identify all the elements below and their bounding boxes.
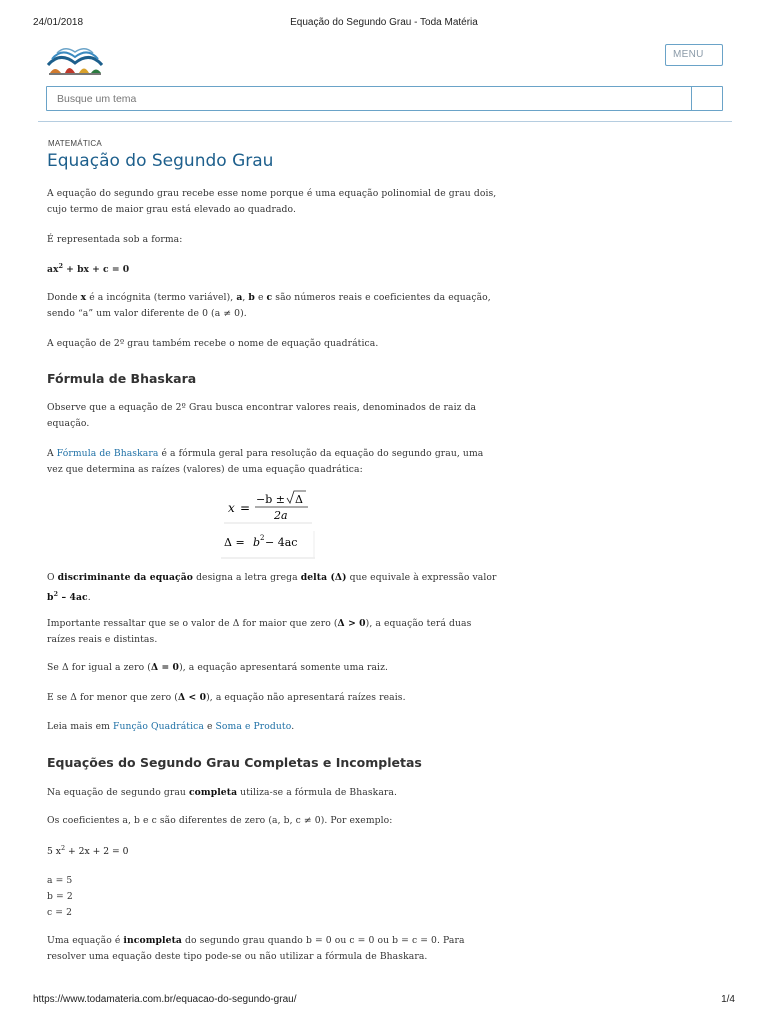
disc-b3: b xyxy=(47,592,54,604)
soma-produto-link[interactable]: Soma e Produto xyxy=(215,721,292,732)
coefficient-values xyxy=(47,873,497,921)
disc-b1: discriminante da equação xyxy=(57,572,194,583)
formula2-rest: − 4ac xyxy=(265,536,298,549)
print-footer xyxy=(0,994,768,1008)
print-title: Equação do Segundo Grau - Toda Matéria xyxy=(290,17,478,28)
zero-t1: Se Δ for igual a zero ( xyxy=(47,662,151,673)
read-more-paragraph xyxy=(47,719,497,735)
example-equation xyxy=(47,844,128,857)
page-title: Equação do Segundo Grau xyxy=(47,151,274,171)
bhaskara-paragraph xyxy=(47,446,497,478)
where-b: b xyxy=(248,292,255,303)
delta-formula-image xyxy=(221,531,316,563)
value-a: a = 5 xyxy=(47,875,73,886)
incomplete-t1: Uma equação é xyxy=(47,935,124,946)
complete-heading: Equações do Segundo Grau Completas e Incompletas xyxy=(47,755,422,770)
example-a: 5 x xyxy=(47,846,61,858)
formula1-den: 2a xyxy=(274,509,288,522)
quadratic-name-paragraph: A equação de 2º grau também recebe o nome de equação quadrática. xyxy=(47,338,379,349)
bhaskara-link-pre: A xyxy=(47,448,57,459)
positive-delta-paragraph xyxy=(47,616,497,648)
represented-paragraph: É representada sob a forma: xyxy=(47,234,183,245)
disc-t2: designa a letra grega xyxy=(193,572,301,583)
example-rest: + 2x + 2 = 0 xyxy=(65,846,129,858)
complete-intro-paragraph xyxy=(47,785,497,801)
formula1-sqrt: Δ xyxy=(295,493,303,506)
neg-t2: ), a equação não apresentará raízes reais. xyxy=(206,692,406,703)
where-c2: e xyxy=(254,292,267,303)
complete-intro-t2: utiliza-se a fórmula de Bhaskara. xyxy=(237,787,398,798)
category-label: MATEMÁTICA xyxy=(48,139,102,148)
pos-t2: ), a equação terá duas raízes reais e distintas. xyxy=(47,618,472,645)
menu-button[interactable]: MENU xyxy=(665,44,723,66)
incomplete-t2: do segundo grau quando b = 0 ou c = 0 ou b = c = 0. Para resolver uma equação deste tipo pode-se ou não utilizar a fórmula de Bhaskara. xyxy=(47,935,465,962)
formula1-num-b: −b ± xyxy=(256,493,285,506)
general-form xyxy=(47,262,129,275)
where-c1: , xyxy=(242,292,249,303)
value-c: c = 2 xyxy=(47,907,73,918)
complete-intro-b: completa xyxy=(188,787,238,798)
print-header xyxy=(0,17,768,31)
observe-paragraph: Observe que a equação de 2º Grau busca encontrar valores reais, denominados de raiz da equação. xyxy=(47,402,477,429)
print-page-number: 1/4 xyxy=(721,994,735,1005)
bhaskara-link-post: é a fórmula geral para resolução da equação do segundo grau, uma vez que determina as raízes (valores) de uma equação quadrática: xyxy=(47,448,484,475)
zero-delta-paragraph xyxy=(47,660,497,676)
neg-b: Δ < 0 xyxy=(177,692,207,703)
header-divider xyxy=(38,121,732,122)
read-more-t3: . xyxy=(291,721,295,732)
formula2-delta: Δ = xyxy=(224,536,245,549)
bhaskara-heading: Fórmula de Bhaskara xyxy=(47,371,197,386)
pos-t1: Importante ressaltar que se o valor de Δ for maior que zero ( xyxy=(47,618,338,629)
disc-exp: 2 xyxy=(53,590,59,598)
where-paragraph xyxy=(47,290,497,322)
neg-t1: E se Δ for menor que zero ( xyxy=(47,692,178,703)
books-logo-icon[interactable] xyxy=(46,43,104,77)
search-input[interactable] xyxy=(47,87,692,110)
where-t2: é a incógnita (termo variável), xyxy=(86,292,237,303)
formula1-eq: = xyxy=(240,501,251,515)
funcao-quadratica-link[interactable]: Função Quadrática xyxy=(113,721,204,732)
where-a: a xyxy=(236,292,243,303)
coefficients-paragraph: Os coeficientes a, b e c são diferentes de zero (a, b, c ≠ 0). Por exemplo: xyxy=(47,815,393,826)
disc-t1: O xyxy=(47,572,58,583)
disc-t4: . xyxy=(87,592,91,604)
read-more-t2: e xyxy=(203,721,216,732)
general-form-a: ax xyxy=(47,264,59,276)
search-bar xyxy=(46,86,723,111)
general-form-exp: 2 xyxy=(58,262,63,270)
print-url: https://www.todamateria.com.br/equacao-do-segundo-grau/ xyxy=(33,994,297,1005)
zero-b: Δ = 0 xyxy=(150,662,180,673)
where-t3: são números reais e coeficientes da equação, sendo “a” um valor diferente de 0 (a ≠ 0). xyxy=(47,292,491,319)
intro-paragraph: A equação do segundo grau recebe esse nome porque é uma equação polinomial de grau dois, cujo termo de maior grau está elevado ao quadrado. xyxy=(47,188,497,215)
where-x: x xyxy=(80,292,87,303)
disc-b2: delta (Δ) xyxy=(300,572,347,583)
where-t1: Donde xyxy=(47,292,81,303)
disc-t3: que equivale à expressão valor xyxy=(346,572,497,583)
incomplete-b: incompleta xyxy=(123,935,182,946)
bhaskara-link[interactable]: Fórmula de Bhaskara xyxy=(56,448,159,459)
value-b: b = 2 xyxy=(47,891,73,902)
formula2-exp: 2 xyxy=(260,534,265,542)
complete-intro-t1: Na equação de segundo grau xyxy=(47,787,189,798)
formula1-x: x xyxy=(228,501,235,515)
negative-delta-paragraph xyxy=(47,690,497,706)
zero-t2: ), a equação apresentará somente uma raiz. xyxy=(179,662,389,673)
read-more-t1: Leia mais em xyxy=(47,721,114,732)
bhaskara-formula-image xyxy=(224,488,314,528)
where-c: c xyxy=(266,292,273,303)
formula2-b: b xyxy=(253,536,261,549)
incomplete-paragraph xyxy=(47,933,497,965)
print-date: 24/01/2018 xyxy=(33,17,84,28)
search-button[interactable] xyxy=(693,87,722,110)
pos-b: Δ > 0 xyxy=(337,618,366,629)
disc-b4: – 4ac xyxy=(58,592,88,604)
general-form-rest: + bx + c = 0 xyxy=(62,264,130,276)
example-exp: 2 xyxy=(60,844,66,852)
discriminant-paragraph xyxy=(47,570,497,606)
